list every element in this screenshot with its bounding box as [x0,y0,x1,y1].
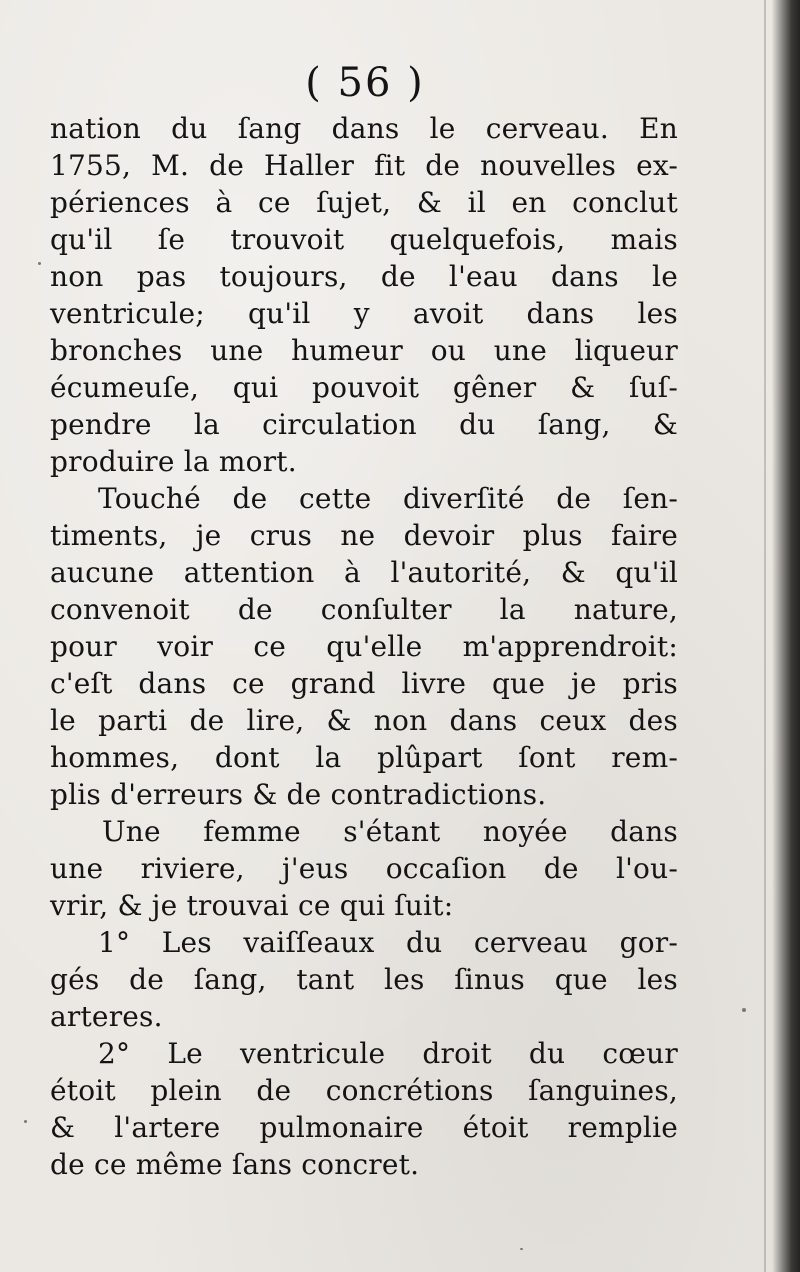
text-line: convenoit de conſulter la nature, [50,593,678,626]
text-line: non pas toujours, de l'eau dans le [50,260,678,293]
page-fold-line [764,0,766,1272]
paper-speck [38,262,41,265]
text-line: gés de ſang, tant les ſinus que les [50,963,678,996]
text-line: aucune attention à l'autorité, & qu'il [50,556,678,589]
paper-speck [24,1120,27,1123]
text-line: périences à ce ſujet, & il en conclut [50,186,678,219]
paragraph-start-line: Touché de cette diverſité de ſen- [98,482,678,515]
text-line: produire la mort. [50,445,297,478]
paragraph-start-line: Une femme s'étant noyée dans [102,815,678,848]
text-line: hommes, dont la plûpart ſont rem- [50,741,678,774]
list-item-line: 2° Le ventricule droit du cœur [98,1037,678,1070]
text-line: écumeuſe, qui pouvoit gêner & ſuſ- [50,371,678,404]
paper-speck [742,1008,746,1012]
book-gutter-shadow [772,0,800,1272]
text-line: qu'il ſe trouvoit quelquefois, mais [50,223,678,256]
text-line: pendre la circulation du ſang, & [50,408,678,441]
text-line: bronches une humeur ou une liqueur [50,334,678,367]
body-text [50,110,678,1183]
text-line: 1755, M. de Haller fit de nouvelles ex- [50,149,678,182]
text-line: une riviere, j'eus occaſion de l'ou- [50,852,678,885]
text-line: ventricule; qu'il y avoit dans les [50,297,678,330]
text-line: plis d'erreurs & de contradictions. [50,778,547,811]
text-line: timents, je crus ne devoir plus faire [50,519,678,552]
text-line: c'eſt dans ce grand livre que je pris [50,667,678,700]
text-line: de ce même ſans concret. [50,1148,420,1181]
text-line: le parti de lire, & non dans ceux des [50,704,678,737]
text-line: arteres. [50,1000,163,1033]
text-line: pour voir ce qu'elle m'apprendroit: [50,630,678,663]
paper-speck [520,1248,523,1250]
text-line: étoit plein de concrétions ſanguines, [50,1074,678,1107]
text-line: vrir, & je trouvai ce qui ſuit: [50,889,454,922]
text-line: nation du ſang dans le cerveau. En [50,112,678,145]
text-line: & l'artere pulmonaire étoit remplie [50,1111,678,1144]
list-item-line: 1° Les vaiſſeaux du cerveau gor- [98,926,678,959]
page-number: ( 56 ) [305,60,425,106]
